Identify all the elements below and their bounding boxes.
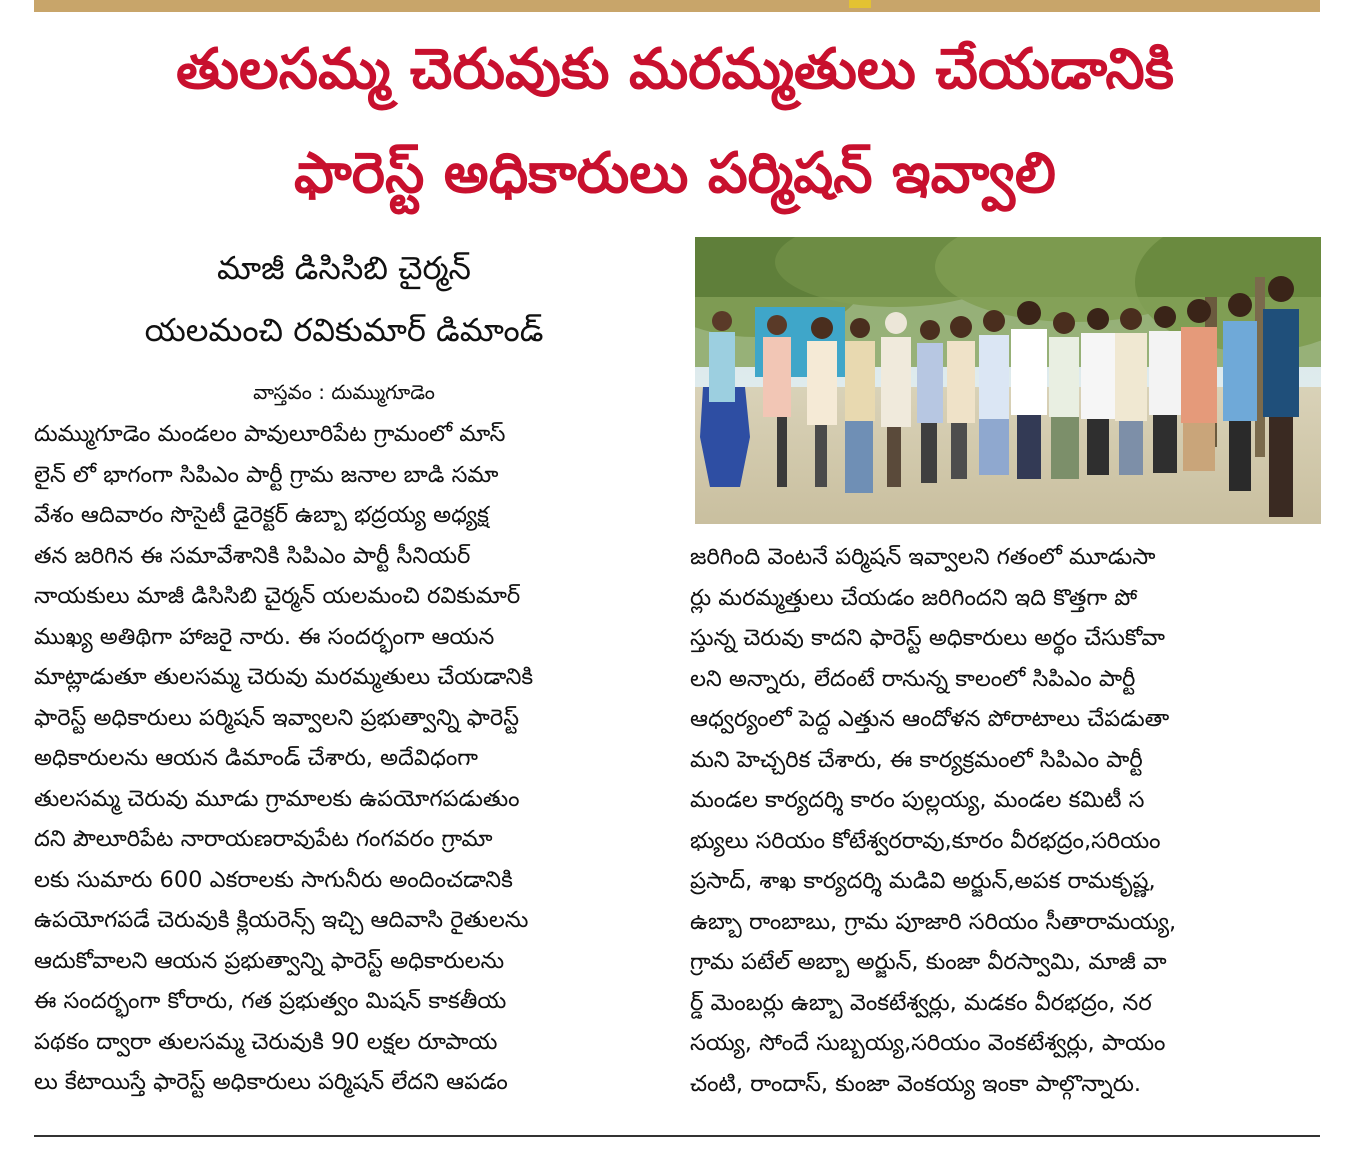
body-text-line: గ్రామ పటేల్ అబ్బా అర్జున్, కుంజా వీరస్వామి, మాజీ వా (690, 949, 1167, 975)
body-text-line: లకు సుమారు 600 ఎకరాలకు సాగునీరు అందించడానికి (34, 866, 513, 893)
body-text-line: చంటి, రాందాస్, కుంజా వెంకయ్య ఇంకా పాల్గొన్నారు. (690, 1070, 1142, 1097)
body-text-line: లు కేటాయిస్తే ఫారెస్ట్ అధికారులు పర్మిషన్ లేదని ఆపడం (34, 1069, 508, 1095)
body-text-line: ఈ సందర్భంగా కోరారు, గత ప్రభుత్వం మిషన్ కాకతీయ (34, 988, 507, 1014)
body-text-line: తులసమ్మ చెరువు మూడు గ్రామాలకు ఉపయోగపడుతుం (34, 785, 520, 812)
body-text-line: స్తున్న చెరువు కాదని ఫారెస్ట్ అధికారులు అర్థం చేసుకోవా (690, 625, 1165, 651)
news-photo (695, 237, 1321, 524)
body-text-line: వేశం ఆదివారం సొసైటీ డైరెక్టర్ ఉబ్బా భద్రయ్య అధ్యక్ష (34, 502, 489, 528)
headline-line-1: తులసమ్మ చెరువుకు మరమ్మతులు చేయడానికి (176, 37, 1174, 102)
dateline: వాస్తవం : దుమ్ముగూడెం (253, 380, 435, 404)
right-column-body (690, 537, 1320, 1104)
body-text-line: ఉబ్బా రాంబాబు, గ్రామ పూజారి సరియం సీతారామయ్య, (690, 908, 1177, 935)
body-text-line: సయ్య, సోందే సుబ్బయ్య,సరియం వెంకటేశ్వర్లు, పాయం (690, 1030, 1166, 1056)
body-text-line: లని అన్నారు, లేదంటే రానున్న కాలంలో సిపిఎం పార్టీ (690, 665, 1136, 692)
body-text-line: ముఖ్య అతిథిగా హాజరై నారు. ఈ సందర్భంగా ఆయన (34, 623, 495, 650)
subheadline-line-1: మాజీ డిసిసిబి చైర్మన్ (216, 249, 471, 287)
left-column-body (34, 414, 666, 1103)
top-strip (34, 0, 1320, 12)
body-text-line: ర్లు మరమ్మత్తులు చేయడం జరిగిందని ఇది కొత్తగా పో (690, 584, 1138, 611)
body-text-line: దుమ్ముగూడెం మండలం పావులూరిపేట గ్రామంలో మాస్ (34, 421, 506, 447)
body-text-line: అధికారులను ఆయన డిమాండ్ చేశారు, అదేవిధంగా (34, 745, 478, 771)
body-text-line: ఫారెస్ట్ అధికారులు పర్మిషన్ ఇవ్వాలని ప్రభుత్వాన్ని ఫారెస్ట్ (34, 704, 520, 731)
bottom-rule (34, 1135, 1320, 1137)
body-text-line: మని హెచ్చరిక చేశారు, ఈ కార్యక్రమంలో సిపిఎం పార్టీ (690, 746, 1143, 773)
headline-line-2: ఫారెస్ట్ అధికారులు పర్మిషన్ ఇవ్వాలి (294, 141, 1056, 206)
body-text-line: ఉపయోగపడే చెరువుకి క్లియరెన్స్ ఇచ్చి ఆదివాసి రైతులను (34, 907, 529, 933)
body-text-line: పథకం ద్వారా తులసమ్మ చెరువుకి 90 లక్షల రూపాయ (34, 1028, 498, 1055)
body-text-line: ప్రసాద్, శాఖ కార్యదర్శి మడివి అర్జున్,అపక రామకృష్ణ, (690, 868, 1156, 894)
body-text-line: మండల కార్యదర్శి కారం పుల్లయ్య, మండల కమిటీ స (690, 787, 1145, 813)
body-text-line: లైన్ లో భాగంగా సిపిఎం పార్టీ గ్రామ జనాల బాడి సమా (34, 461, 499, 488)
body-text-line: ఆధ్వర్యంలో పెద్ద ఎత్తున ఆందోళన పోరాటాలు చేపడుతా (690, 706, 1170, 732)
masthead-mark (849, 0, 871, 8)
body-text-line: మాట్లాడుతూ తులసమ్మ చెరువు మరమ్మతులు చేయడానికి (34, 664, 534, 690)
body-text-line: నాయకులు మాజీ డిసిసిబి చైర్మన్ యలమంచి రవికుమార్ (34, 583, 521, 609)
body-text-line: భ్యులు సరియం కోటేశ్వరరావు,కూరం వీరభద్రం,సరియం (690, 827, 1161, 854)
body-text-line: ఆదుకోవాలని ఆయన ప్రభుత్వాన్ని ఫారెస్ట్ అధికారులను (34, 947, 505, 974)
body-text-line: తన జరిగిన ఈ సమావేశానికి సిపిఎం పార్టీ సీనియర్ (34, 542, 471, 569)
body-text-line: ర్డ్ మెంబర్లు ఉబ్బా వెంకటేశ్వర్లు, మడకం వీరభద్రం, నర (690, 989, 1152, 1016)
body-text-line: దని పౌలూరిపేట నారాయణరావుపేట గంగవరం గ్రామా (34, 826, 493, 852)
body-text-line: జరిగింది వెంటనే పర్మిషన్ ఇవ్వాలని గతంలో మూడుసా (690, 544, 1156, 570)
subheadline-line-2: యలమంచి రవికుమార్ డిమాండ్ (144, 311, 544, 349)
